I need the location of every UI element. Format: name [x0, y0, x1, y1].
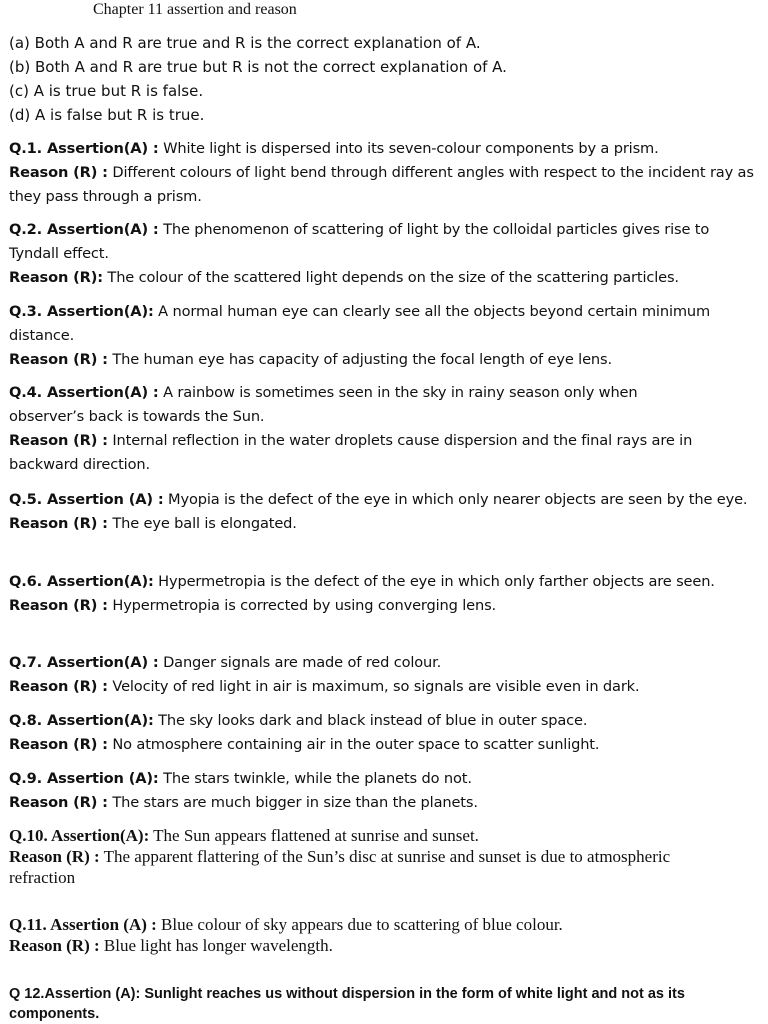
reason: [9, 675, 761, 699]
assertion-label: Q.4. Assertion(A) :: [9, 384, 159, 401]
question-3: [9, 300, 761, 372]
assertion: [9, 651, 761, 675]
option-b: (b) Both A and R are true but R is not the correct explanation of A.: [9, 58, 507, 76]
question-12: Q 12.Assertion (A): Sunlight reaches us without dispersion in the form of white light and not as its components.: [9, 986, 685, 1022]
assertion-label: Q.11. Assertion (A) :: [9, 915, 157, 934]
answer-options: [9, 31, 759, 127]
question-6: [9, 570, 761, 618]
question-2: [9, 218, 761, 290]
reason-label: Reason (R) :: [9, 678, 108, 695]
option-c: (c) A is true but R is false.: [9, 82, 204, 100]
reason: [9, 266, 761, 290]
assertion-text: White light is dispersed into its seven-colour components by a prism.: [158, 140, 659, 157]
reason: [9, 161, 761, 209]
reason: [9, 791, 761, 815]
assertion-text: A rainbow is sometimes seen in the sky in rainy season only when observer’s back is towards the Sun.: [9, 384, 638, 425]
assertion-label: Q.3. Assertion(A):: [9, 303, 154, 320]
assertion-text: The sky looks dark and black instead of blue in outer space.: [153, 712, 588, 729]
reason-label: Reason (R) :: [9, 515, 108, 532]
reason-text: Internal reflection in the water droplets cause dispersion and the final rays are in backward direction.: [9, 432, 693, 473]
reason: [9, 846, 689, 888]
reason: [9, 935, 709, 956]
assertion-label: Q.5. Assertion (A) :: [9, 491, 164, 508]
reason-label: Reason (R) :: [9, 936, 100, 955]
assertion-text: Hypermetropia is the defect of the eye in which only farther objects are seen.: [153, 573, 715, 590]
reason-text: No atmosphere containing air in the outer space to scatter sunlight.: [107, 736, 600, 753]
assertion-text: Blue colour of sky appears due to scattering of blue colour.: [156, 915, 563, 934]
reason: [9, 594, 761, 618]
reason-text: The apparent flattering of the Sun’s disc at sunrise and sunset is due to atmospheric refraction: [9, 847, 671, 887]
question-7: [9, 651, 761, 699]
assertion: [9, 218, 761, 266]
reason-label: Reason (R) :: [9, 736, 108, 753]
reason-text: Velocity of red light in air is maximum, so signals are visible even in dark.: [107, 678, 640, 695]
assertion-label: Q.6. Assertion(A):: [9, 573, 154, 590]
assertion-label: Q.8. Assertion(A):: [9, 712, 154, 729]
reason-label: Reason (R) :: [9, 351, 108, 368]
assertion-label: Q.7. Assertion(A) :: [9, 654, 159, 671]
question-5: [9, 488, 761, 536]
assertion-text: The stars twinkle, while the planets do not.: [158, 770, 472, 787]
assertion-text: The phenomenon of scattering of light by the colloidal particles gives rise to Tyndall effect.: [9, 221, 710, 262]
reason-label: Reason (R) :: [9, 432, 108, 449]
reason-text: Hypermetropia is corrected by using converging lens.: [107, 597, 497, 614]
reason-text: Blue light has longer wavelength.: [99, 936, 333, 955]
option-a: (a) Both A and R are true and R is the correct explanation of A.: [9, 34, 481, 52]
option-d: (d) A is false but R is true.: [9, 106, 205, 124]
reason-label: Reason (R) :: [9, 794, 108, 811]
assertion-label: Q.1. Assertion(A) :: [9, 140, 159, 157]
reason-text: The colour of the scattered light depends on the size of the scattering particles.: [102, 269, 679, 286]
reason-text: The human eye has capacity of adjusting the focal length of eye lens.: [107, 351, 612, 368]
reason-text: The stars are much bigger in size than the planets.: [107, 794, 478, 811]
reason-label: Reason (R) :: [9, 164, 108, 181]
assertion-text: Myopia is the defect of the eye in which only nearer objects are seen by the eye.: [163, 491, 748, 508]
reason: [9, 512, 761, 536]
question-10: [9, 825, 689, 888]
reason: [9, 348, 761, 372]
reason-label: Reason (R) :: [9, 847, 100, 866]
reason: [9, 429, 761, 477]
page-title: Chapter 11 assertion and reason: [93, 1, 297, 18]
question-9: [9, 767, 761, 815]
assertion-label: Q.2. Assertion(A) :: [9, 221, 159, 238]
question-1: [9, 137, 761, 209]
assertion: [9, 767, 761, 791]
assertion: [9, 137, 761, 161]
assertion: [9, 488, 761, 512]
assertion-text: A normal human eye can clearly see all the objects beyond certain minimum distance.: [9, 303, 711, 344]
assertion-label: Q.10. Assertion(A):: [9, 826, 150, 845]
assertion-text: The Sun appears flattened at sunrise and sunset.: [149, 826, 479, 845]
reason: [9, 733, 761, 757]
question-11: [9, 914, 709, 956]
reason-label: Reason (R):: [9, 269, 103, 286]
reason-text: Different colours of light bend through different angles with respect to the incident ray as they pass through a prism.: [9, 164, 754, 205]
question-8: [9, 709, 761, 757]
assertion: [9, 381, 709, 429]
assertion: [9, 825, 689, 846]
assertion-label: Q.9. Assertion (A):: [9, 770, 159, 787]
assertion: [9, 570, 761, 594]
assertion: [9, 709, 761, 733]
assertion-text: Danger signals are made of red colour.: [158, 654, 442, 671]
question-4: [9, 381, 709, 477]
reason-text: The eye ball is elongated.: [107, 515, 297, 532]
assertion: [9, 914, 709, 935]
assertion: [9, 300, 761, 348]
reason-label: Reason (R) :: [9, 597, 108, 614]
